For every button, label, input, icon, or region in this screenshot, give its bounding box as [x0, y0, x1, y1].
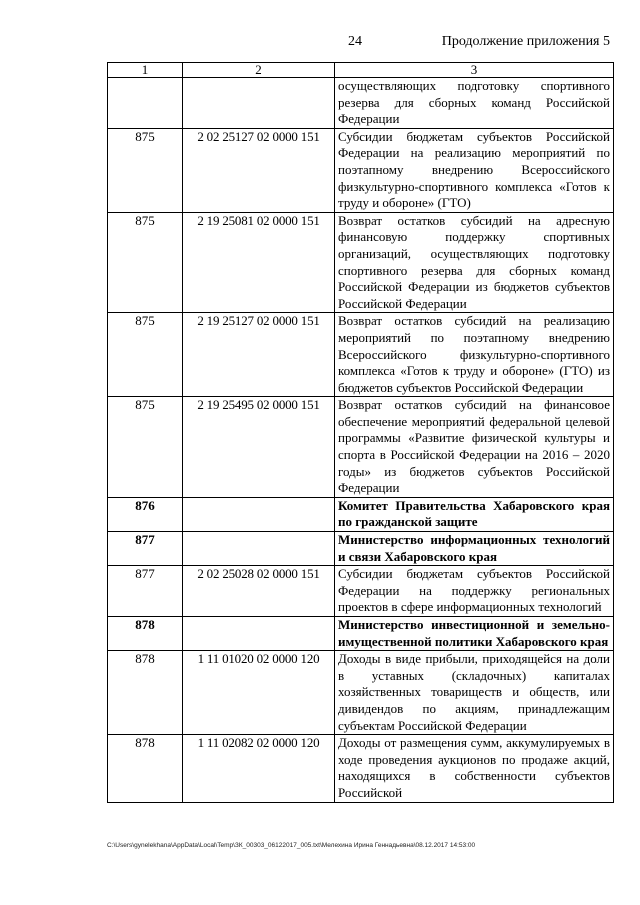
income-name-cell: Возврат остатков субсидий на финансовое обеспечение мероприятий федеральной целевой программы «Развитие физической культуры и спорта в Российской Федерации на 2016 – 2020 годы» из бюджетов субъектов Российской Федерации [335, 397, 614, 498]
table-header-row [108, 63, 614, 78]
budget-code-cell [183, 532, 335, 566]
income-name-cell: Комитет Правительства Хабаровского края по гражданской защите [335, 497, 614, 531]
budget-codes-table [107, 62, 614, 803]
budget-code-cell: 2 02 25028 02 0000 151 [183, 566, 335, 617]
admin-code-cell: 877 [108, 566, 183, 617]
table-row [108, 617, 614, 651]
budget-code-cell: 2 19 25081 02 0000 151 [183, 212, 335, 313]
budget-code-cell: 2 19 25495 02 0000 151 [183, 397, 335, 498]
admin-code-cell: 877 [108, 532, 183, 566]
budget-code-cell [183, 78, 335, 129]
table-row [108, 128, 614, 212]
file-path-footer: C:\Users\gynelekhana\AppData\Local\Temp\ЗК_00303_06122017_005.txt\Мелехина Ирина Геннадьевна\08.12.2017 14:53:00 [107, 842, 476, 849]
income-name-cell: Возврат остатков субсидий на реализацию мероприятий по поэтапному внедрению Всероссийского физкультурно-спортивного комплекса «Готов к труду и обороне» (ГТО) из бюджетов субъектов Российской Федерации [335, 313, 614, 397]
table-row [108, 735, 614, 802]
table-row [108, 651, 614, 735]
column-header: 1 [108, 63, 183, 78]
admin-code-cell: 878 [108, 735, 183, 802]
admin-code-cell: 875 [108, 397, 183, 498]
admin-code-cell: 878 [108, 651, 183, 735]
table-row [108, 212, 614, 313]
admin-code-cell: 875 [108, 212, 183, 313]
table-row [108, 566, 614, 617]
column-header: 3 [335, 63, 614, 78]
table-row [108, 532, 614, 566]
budget-code-cell: 2 19 25127 02 0000 151 [183, 313, 335, 397]
budget-code-cell: 2 02 25127 02 0000 151 [183, 128, 335, 212]
table-body [108, 78, 614, 803]
admin-code-cell [108, 78, 183, 129]
admin-code-cell: 876 [108, 497, 183, 531]
admin-code-cell: 875 [108, 313, 183, 397]
continuation-label: Продолжение приложения 5 [441, 34, 610, 49]
income-name-cell: Возврат остатков субсидий на адресную финансовую поддержку спортивных организаций, осуществляющих подготовку спортивного резерва для сборных команд Российской Федерации из бюджетов субъектов Российской Федерации [335, 212, 614, 313]
admin-code-cell: 875 [108, 128, 183, 212]
budget-code-cell: 1 11 02082 02 0000 120 [183, 735, 335, 802]
table-row [108, 313, 614, 397]
income-name-cell: Доходы в виде прибыли, приходящейся на доли в уставных (складочных) капиталах хозяйственных товариществ и обществ, или дивидендов по акциям, принадлежащим субъектам Российской Федерации [335, 651, 614, 735]
admin-code-cell: 878 [108, 617, 183, 651]
budget-code-cell [183, 617, 335, 651]
income-name-cell: Министерство информационных технологий и связи Хабаровского края [335, 532, 614, 566]
income-name-cell: Субсидии бюджетам субъектов Российской Федерации на реализацию мероприятий по поэтапному внедрению Всероссийского физкультурно-спортивного комплекса «Готов к труду и обороне» (ГТО) [335, 128, 614, 212]
income-name-cell: Доходы от размещения сумм, аккумулируемых в ходе проведения аукционов по продаже акций, находящихся в собственности субъектов Российской [335, 735, 614, 802]
page-number: 24 [348, 34, 362, 49]
income-name-cell: Министерство инвестиционной и земельно-имущественной политики Хабаровского края [335, 617, 614, 651]
income-name-cell: Субсидии бюджетам субъектов Российской Федерации на поддержку региональных проектов в сфере информационных технологий [335, 566, 614, 617]
table-row [108, 497, 614, 531]
table-row [108, 397, 614, 498]
income-name-cell: осуществляющих подготовку спортивного резерва для сборных команд Российской Федерации [335, 78, 614, 129]
column-header: 2 [183, 63, 335, 78]
budget-code-cell [183, 497, 335, 531]
budget-code-cell: 1 11 01020 02 0000 120 [183, 651, 335, 735]
table-row [108, 78, 614, 129]
